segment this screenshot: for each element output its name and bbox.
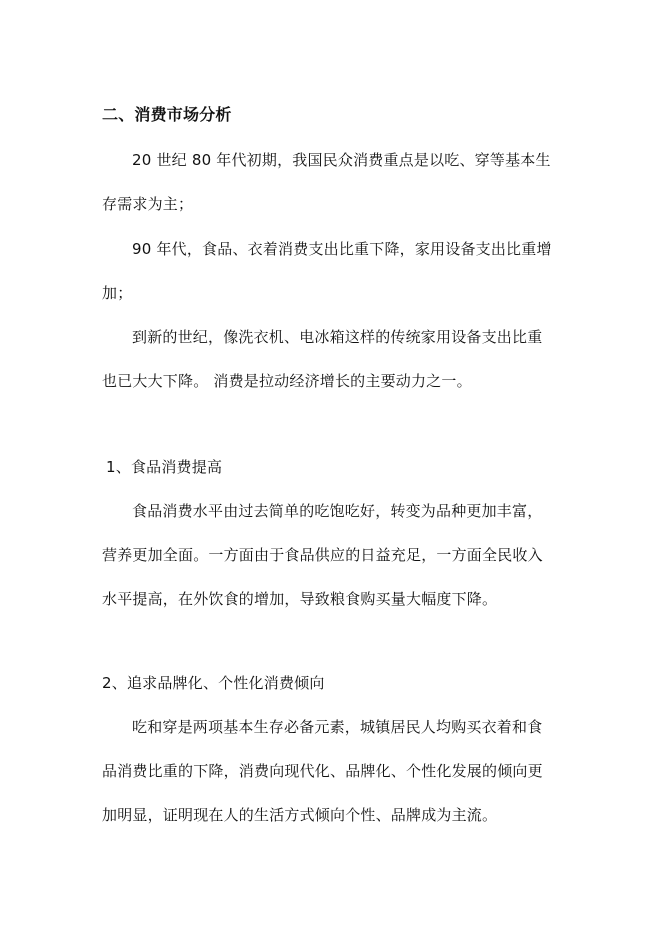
subsection-1-line-2: 营养更加全面。一方面由于食品供应的日益充足，一方面全民收入 (102, 546, 543, 564)
intro-line-6: 也已大大下降。 消费是拉动经济增长的主要动力之一。 (102, 372, 472, 390)
subsection-1-title: 1、食品消费提高 (106, 458, 223, 476)
intro-line-5: 到新的世纪，像洗衣机、电冰箱这样的传统家用设备支出比重 (132, 328, 543, 346)
subsection-2-title: 2、追求品牌化、个性化消费倾向 (102, 674, 325, 692)
subsection-1-line-3: 水平提高，在外饮食的增加，导致粮食购买量大幅度下降。 (102, 590, 498, 608)
subsection-1-line-1: 食品消费水平由过去简单的吃饱吃好，转变为品种更加丰富， (132, 502, 543, 520)
subsection-2-line-2: 品消费比重的下降，消费向现代化、品牌化、个性化发展的倾向更 (102, 762, 543, 780)
intro-line-2: 存需求为主； (102, 195, 194, 213)
subsection-2-line-3: 加明显，证明现在人的生活方式倾向个性、品牌成为主流。 (102, 806, 498, 824)
intro-line-4: 加； (102, 284, 133, 302)
intro-line-1: 20 世纪 80 年代初期，我国民众消费重点是以吃、穿等基本生 (132, 151, 551, 169)
intro-line-3: 90 年代，食品、衣着消费支出比重下降，家用设备支出比重增 (132, 240, 552, 258)
subsection-2-line-1: 吃和穿是两项基本生存必备元素，城镇居民人均购买衣着和食 (132, 718, 543, 736)
section-title: 二、消费市场分析 (102, 105, 232, 124)
